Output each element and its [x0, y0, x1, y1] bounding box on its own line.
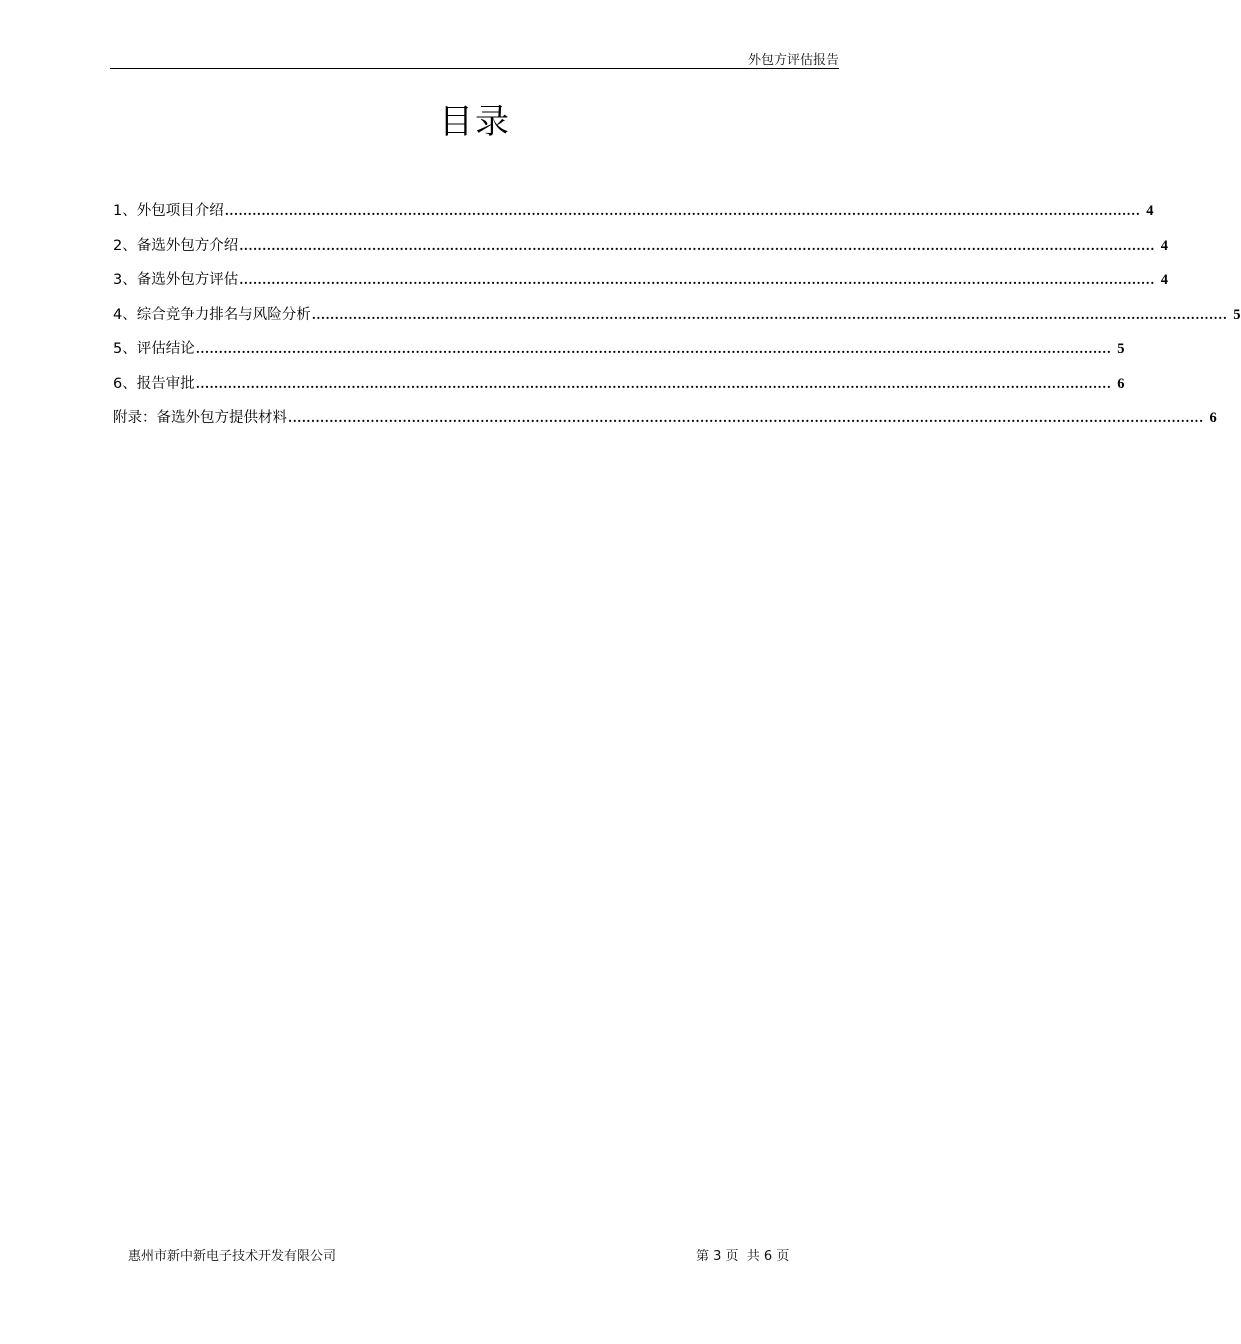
toc-leader-dots: ........................................................................................................................................................................................................ [288, 411, 1204, 425]
toc-entry-label: 5、评估结论 [113, 338, 196, 360]
toc-entry-page: 5 [1233, 306, 1241, 323]
toc-entry[interactable] [113, 200, 1154, 235]
toc-entry-page: 4 [1160, 237, 1169, 254]
toc-entry-page: 6 [1117, 375, 1125, 392]
toc-entry[interactable] [113, 373, 1125, 408]
toc-leader-dots: ........................................................................................................................................................................................................ [195, 342, 1112, 356]
toc-entry-page: 5 [1117, 341, 1125, 357]
toc-entry-label: 2、备选外包方介绍 [113, 235, 239, 257]
toc-entry-label: 附录：备选外包方提供材料 [113, 407, 288, 429]
toc-entry[interactable] [113, 338, 1125, 373]
toc-title: 目录 [439, 102, 511, 142]
toc-leader-dots: ........................................................................................................................................................................................................ [239, 238, 1155, 253]
toc-entry-label: 6、报告审批 [113, 373, 196, 395]
toc-entry[interactable] [113, 269, 1169, 304]
toc-entry-page: 4 [1160, 272, 1169, 288]
toc-entry-label: 4、综合竞争力排名与风险分析 [113, 304, 312, 326]
toc-leader-dots: ........................................................................................................................................................................................................ [224, 204, 1141, 218]
toc-entry[interactable] [113, 235, 1169, 270]
toc-entry-page: 4 [1146, 203, 1154, 219]
footer-company: 惠州市新中新电子技术开发有限公司 [128, 1249, 337, 1264]
footer-page-info: 第 3 页 共 6 页 [696, 1249, 790, 1264]
header-rule [110, 68, 839, 69]
toc-entry[interactable] [113, 304, 1241, 339]
table-of-contents [113, 200, 1241, 442]
toc-leader-dots: ........................................................................................................................................................................................................ [239, 273, 1155, 287]
toc-entry-page: 6 [1209, 410, 1217, 426]
toc-entry[interactable] [113, 407, 1217, 442]
toc-entry-label: 3、备选外包方评估 [113, 269, 239, 291]
toc-leader-dots: ........................................................................................................................................................................................................ [311, 307, 1228, 322]
running-header: 外包方评估报告 [747, 53, 839, 68]
toc-leader-dots: ........................................................................................................................................................................................................ [195, 376, 1112, 391]
toc-entry-label: 1、外包项目介绍 [113, 200, 225, 222]
